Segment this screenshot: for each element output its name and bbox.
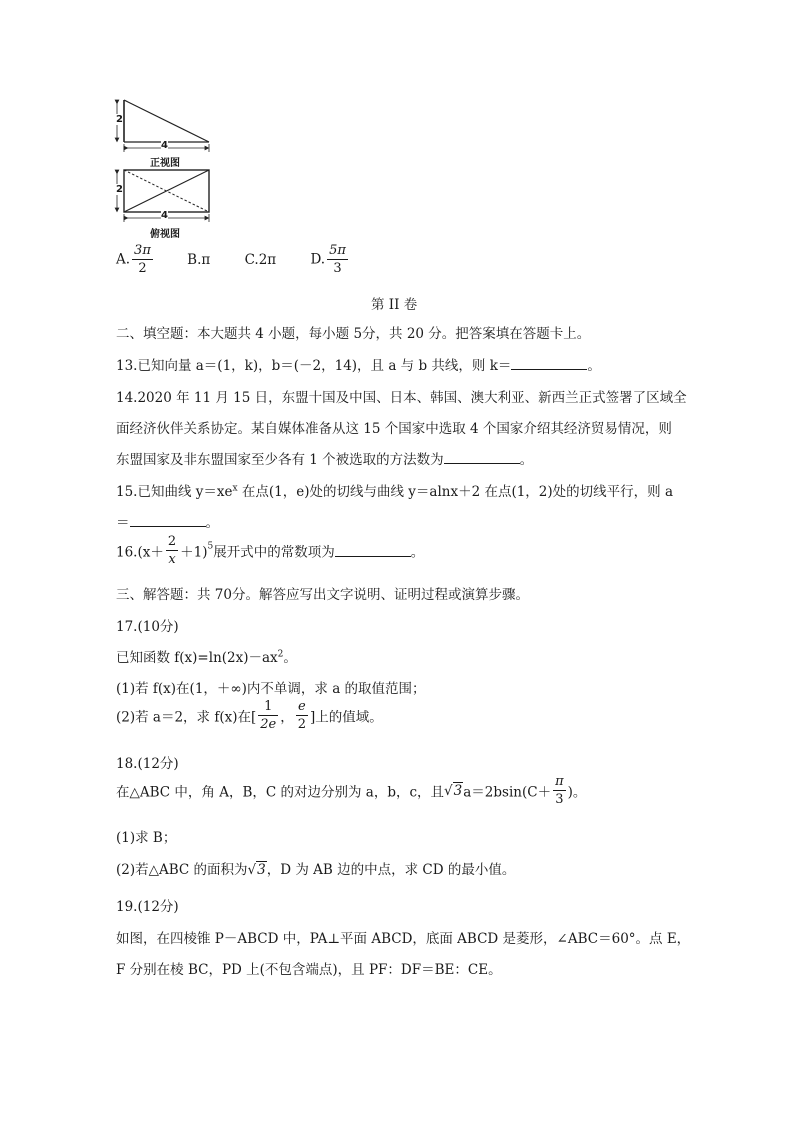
q14-line3: 东盟国家及非东盟国家至少各有 1 个被选取的方法数为 。 (116, 452, 534, 468)
q16-blank (335, 544, 411, 557)
option-b: B.π (187, 251, 211, 268)
top-width-label: 4 (161, 210, 168, 221)
option-a-den: 2 (132, 259, 153, 275)
volume-title: 第 II 卷 (371, 297, 418, 313)
q18-stem: 在△ABC 中，角 A，B，C 的对边分别为 a，b，c，且√3a＝2bsin(C＋ $\frac{\pi}{3}$ )。 (116, 774, 587, 807)
q13: 13.已知向量 a＝(1，k)，b＝(－2，14)，且 a 与 b 共线，则 k＝ 。 (116, 358, 601, 374)
section2-header: 二、填空题：本大题共 4 小题，每小题 5分，共 20 分。把答案填在答题卡上。 (116, 326, 591, 342)
q15-line1: 15.已知曲线 $y=xe^x$ 在点(1，e)处的切线与曲线 y＝alnx＋2 在点(1，2)处的切线平行，则 a (116, 483, 674, 500)
option-d-den: 3 (327, 259, 348, 275)
option-c: C.2π (244, 251, 277, 268)
q14-blank (444, 451, 520, 464)
q14-line1: 14.2020 年 11 月 15 日，东盟十国及中国、日本、韩国、澳大利亚、新西兰正式签署了区域全 (116, 390, 687, 406)
q14-line2: 面经济伙伴关系协定。某自媒体准备从这 15 个国家中选取 4 个国家介绍其经济贸易情况，则 (116, 421, 672, 437)
q18-part2: (2)若△ABC 的面积为√3，D 为 AB 边的中点，求 CD 的最小值。 (116, 862, 516, 878)
q15-blank (130, 514, 206, 527)
option-a-num: 3π (134, 243, 151, 258)
q18-part1: (1)求 B； (116, 830, 177, 846)
option-a: A. $\frac{3\pi}{2}$ (116, 243, 151, 276)
q16: 16.(x＋ $\frac{2}{x}$ ＋1)$^5$展开式中的常数项为 。 (116, 534, 425, 567)
q17-part2: (2)若 a＝2，求 f(x)在[ $\frac{1}{2e}$ ， $\frac{e}{2}$ ]上的值域。 (116, 699, 383, 732)
three-view-figure (112, 96, 212, 241)
q19-line2: F 分别在棱 BC，PD 上(不包含端点)，且 PF：DF＝BE：CE。 (116, 962, 502, 978)
q19-line1: 如图，在四棱锥 P－ABCD 中，PA⊥平面 ABCD，底面 ABCD 是菱形，∠ABC＝60°。点 E， (116, 931, 691, 947)
top-caption: 俯视图 (150, 229, 180, 240)
top-height-label: 2 (116, 184, 123, 195)
front-caption: 正视图 (150, 158, 180, 169)
option-d-num: 5π (329, 243, 346, 258)
front-height-label: 2 (116, 114, 123, 125)
q18-score: 18.(12分) (116, 756, 179, 772)
q17-score: 17.(10分) (116, 619, 179, 635)
q17-part1: (1)若 f(x)在(1，＋∞)内不单调，求 a 的取值范围； (116, 681, 426, 697)
q17-stem: 已知函数 $f(x)=\ln(2x)-ax^2$。 (116, 649, 297, 666)
front-width-label: 4 (161, 140, 168, 151)
q13-blank (511, 357, 587, 370)
q15-line2: ＝ 。 (116, 515, 219, 531)
q19-score: 19.(12分) (116, 899, 179, 915)
q12-options (116, 244, 350, 284)
option-d: D. $\frac{5\pi}{3}$ (310, 243, 346, 276)
section3-header: 三、解答题：共 70分。解答应写出文字说明、证明过程或演算步骤。 (116, 587, 529, 603)
